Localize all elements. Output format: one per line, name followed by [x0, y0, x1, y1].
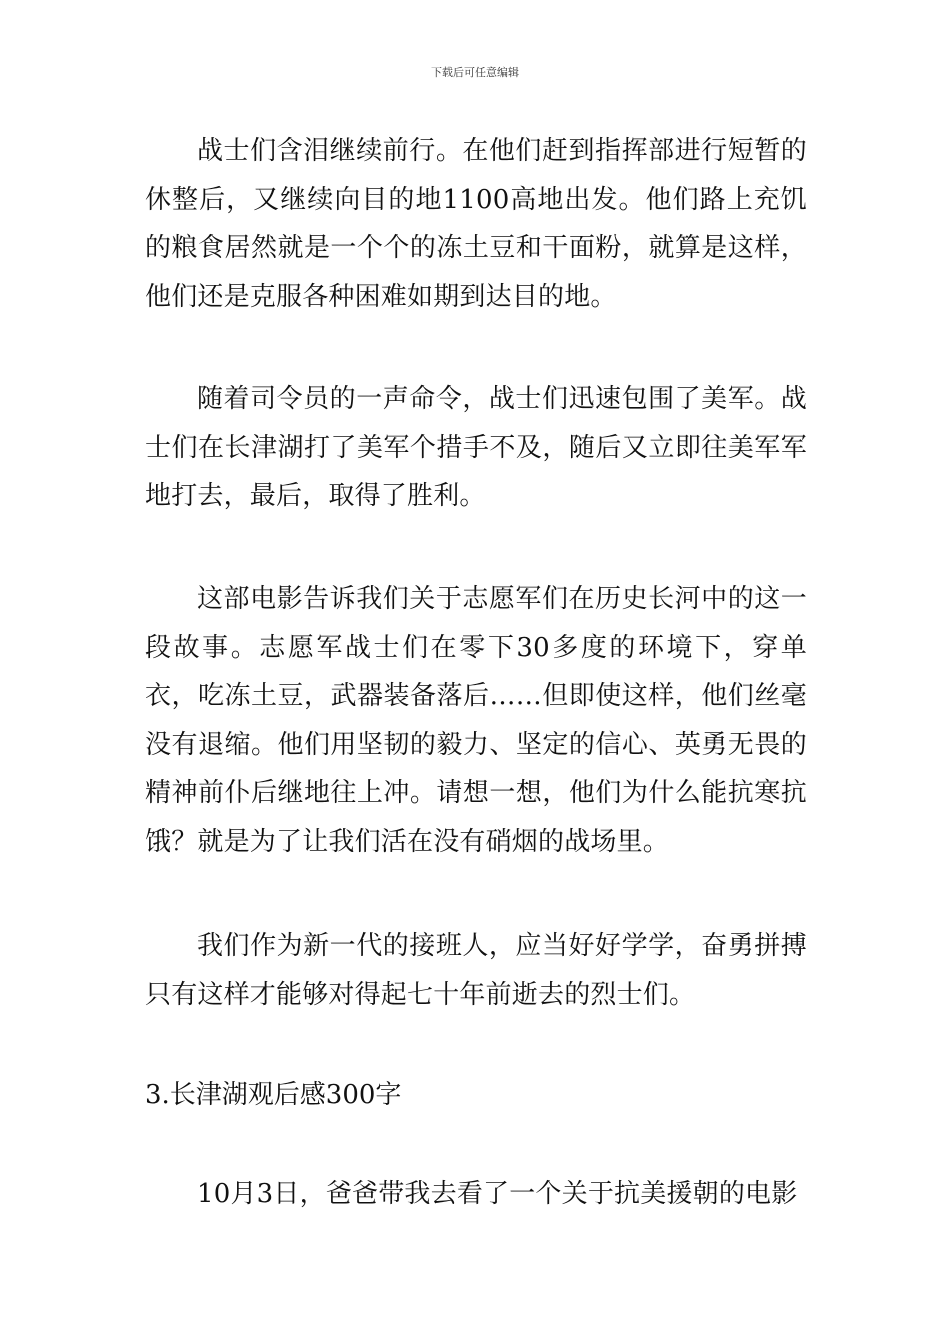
paragraph-3 — [145, 575, 807, 866]
paragraph-5 — [145, 1170, 807, 1219]
paragraph-text: 随着司令员的一声命令，战士们迅速包围了美军。战士们在长津湖打了美军个措手不及，随后又立即往美军军地打去，最后，取得了胜利。 — [145, 384, 807, 511]
paragraph-1 — [145, 127, 807, 321]
paragraph-2 — [145, 375, 807, 521]
paragraph-text: 10月3日，爸爸带我去看了一个关于抗美援朝的电影 — [197, 1179, 798, 1209]
paragraph-text: 这部电影告诉我们关于志愿军们在历史长河中的这一段故事。志愿军战士们在零下30多度的环境下，穿单衣，吃冻土豆，武器装备落后……但即使这样，他们丝毫没有退缩。他们用坚韧的毅力、坚定的信心、英勇无畏的精神前仆后继地往上冲。请想一想，他们为什么能抗寒抗饿？就是为了让我们活在没有硝烟的战场里。 — [145, 584, 807, 857]
paragraph-4 — [145, 922, 807, 1019]
section-heading: 3.长津湖观后感300字 — [145, 1080, 402, 1110]
paragraph-text: 战士们含泪继续前行。在他们赶到指挥部进行短暂的休整后，又继续向目的地1100高地出发。他们路上充饥的粮食居然就是一个个的冻土豆和干面粉，就算是这样，他们还是克服各种困难如期到达目的地。 — [145, 136, 807, 312]
paragraph-text: 我们作为新一代的接班人，应当好好学学，奋勇拼搏只有这样才能够对得起七十年前逝去的烈士们。 — [145, 931, 807, 1010]
page-header: 下载后可任意编辑 — [431, 66, 519, 79]
